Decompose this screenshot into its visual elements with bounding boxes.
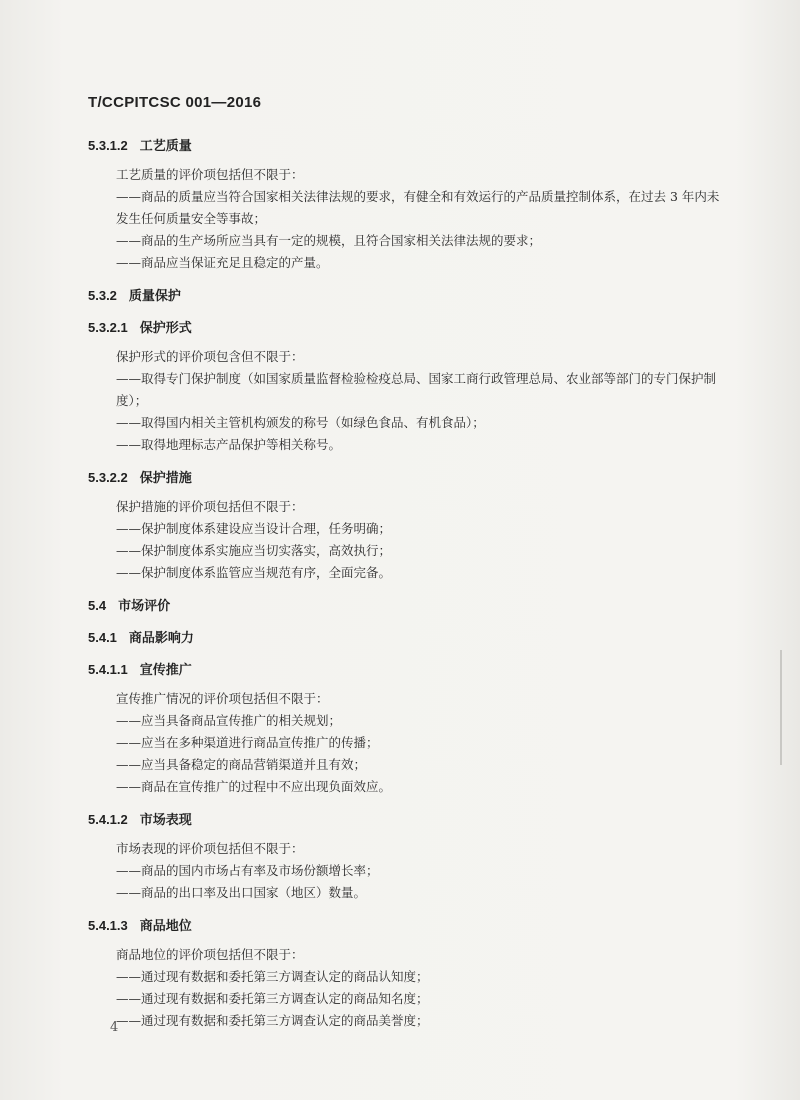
section-title: 市场评价 <box>118 598 171 613</box>
section-intro: 保护措施的评价项包括但不限于： <box>116 499 304 514</box>
section-number: 5.4.1.3 <box>88 918 128 933</box>
list-item: ——通过现有数据和委托第三方调查认定的商品知名度； <box>116 991 429 1006</box>
list-item: ——保护制度体系实施应当切实落实，高效执行； <box>116 543 392 558</box>
list-item: ——应当在多种渠道进行商品宣传推广的传播； <box>116 735 379 750</box>
section-intro: 工艺质量的评价项包括但不限于： <box>116 167 304 182</box>
section-number: 5.4 <box>88 598 107 613</box>
list-item: ——取得地理标志产品保护等相关称号。 <box>116 437 342 452</box>
section-heading <box>88 660 728 680</box>
list-item: ——取得国内相关主管机构颁发的称号（如绿色食品、有机食品）； <box>116 415 485 430</box>
list-item: ——商品的国内市场占有率及市场份额增长率； <box>116 863 379 878</box>
list-item: ——保护制度体系监管应当规范有序，全面完备。 <box>116 565 392 580</box>
document-code: T/CCPITCSC 001—2016 <box>88 94 262 111</box>
section-title: 保护形式 <box>139 320 192 335</box>
list-item: ——商品在宣传推广的过程中不应出现负面效应。 <box>116 779 392 794</box>
section-title: 质量保护 <box>128 288 181 303</box>
section-number: 5.3.1.2 <box>88 138 128 153</box>
section-heading <box>88 916 728 936</box>
section-number: 5.3.2.2 <box>88 470 128 485</box>
section-heading <box>88 468 728 488</box>
section-number: 5.3.2.1 <box>88 320 128 335</box>
list-item: ——商品的出口率及出口国家（地区）数量。 <box>116 885 367 900</box>
section-heading <box>88 628 728 648</box>
section-number: 5.3.2 <box>88 288 117 303</box>
section-title: 商品地位 <box>139 918 192 933</box>
list-item: ——取得专门保护制度（如国家质量监督检验检疫总局、国家工商行政管理总局、农业部等部门的专门保护制度）； <box>116 371 717 408</box>
section-heading <box>88 318 728 338</box>
list-item: ——通过现有数据和委托第三方调查认定的商品美誉度； <box>116 1013 429 1028</box>
section-title: 保护措施 <box>139 470 192 485</box>
list-item: ——通过现有数据和委托第三方调查认定的商品认知度； <box>116 969 429 984</box>
section-title: 商品影响力 <box>128 630 194 645</box>
section-intro: 保护形式的评价项包含但不限于： <box>116 349 304 364</box>
section-intro: 宣传推广情况的评价项包括但不限于： <box>116 691 329 706</box>
section-title: 市场表现 <box>139 812 192 827</box>
list-item: ——商品的质量应当符合国家相关法律法规的要求，有健全和有效运行的产品质量控制体系，在过去 3 年内未发生任何质量安全等事故； <box>116 189 720 226</box>
section-intro: 商品地位的评价项包括但不限于： <box>116 947 304 962</box>
section-number: 5.4.1 <box>88 630 117 645</box>
page-number: 4 <box>110 1020 119 1035</box>
section-intro: 市场表现的评价项包括但不限于： <box>116 841 304 856</box>
section-heading <box>88 136 728 156</box>
section-number: 5.4.1.1 <box>88 662 128 677</box>
section-heading <box>88 810 728 830</box>
list-item: ——应当具备稳定的商品营销渠道并且有效； <box>116 757 367 772</box>
list-item: ——商品应当保证充足且稳定的产量。 <box>116 255 329 270</box>
list-item: ——保护制度体系建设应当设计合理，任务明确； <box>116 521 392 536</box>
section-number: 5.4.1.2 <box>88 812 128 827</box>
scan-edge-mark <box>780 650 782 765</box>
section-heading <box>88 286 728 306</box>
section-title: 工艺质量 <box>139 138 192 153</box>
document-body <box>88 136 728 1032</box>
list-item: ——商品的生产场所应当具有一定的规模，且符合国家相关法律法规的要求； <box>116 233 542 248</box>
list-item: ——应当具备商品宣传推广的相关规划； <box>116 713 342 728</box>
section-heading <box>88 596 728 616</box>
section-title: 宣传推广 <box>139 662 192 677</box>
